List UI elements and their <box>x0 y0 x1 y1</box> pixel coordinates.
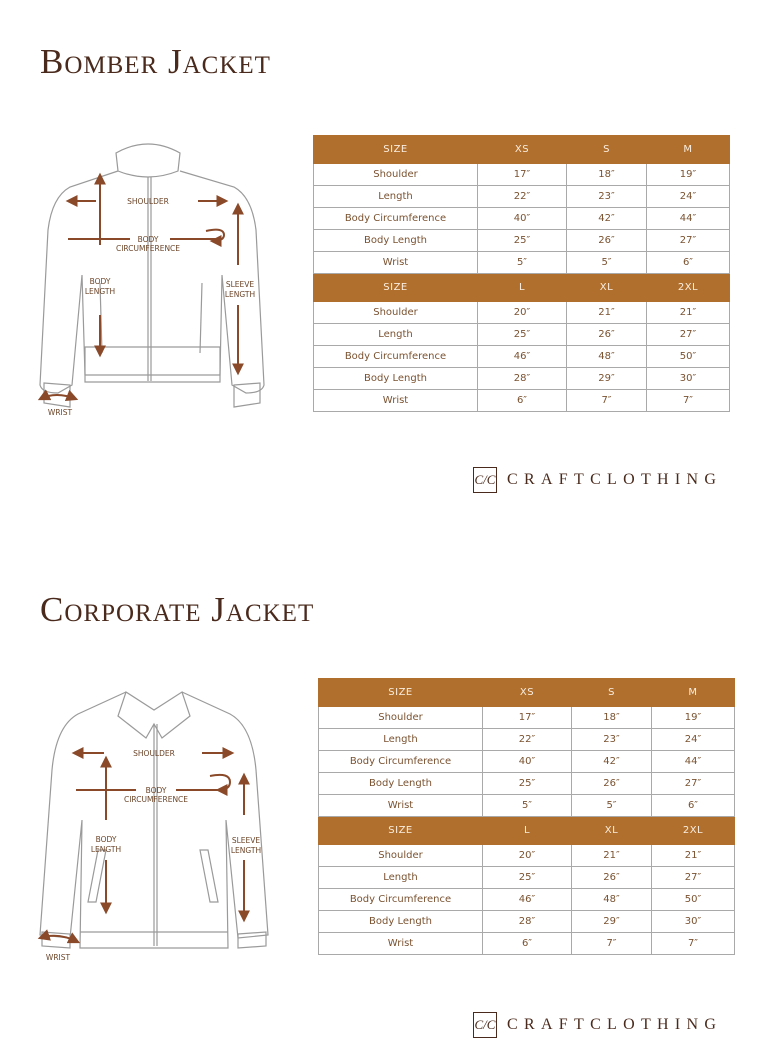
measurement-value: 26″ <box>572 867 652 889</box>
header-cell: XL <box>572 817 652 845</box>
measurement-value: 25″ <box>483 773 572 795</box>
measurement-value: 19″ <box>652 707 735 729</box>
measurement-value: 44″ <box>647 208 730 230</box>
header-cell: SIZE <box>319 679 483 707</box>
measurement-label: Wrist <box>319 933 483 955</box>
measurement-label: Body Circumference <box>314 346 478 368</box>
measurement-value: 50″ <box>647 346 730 368</box>
measurement-label: Body Length <box>319 911 483 933</box>
table-row <box>319 795 735 817</box>
measurement-value: 5″ <box>483 795 572 817</box>
measurement-value: 25″ <box>478 324 567 346</box>
measurement-value: 5″ <box>572 795 652 817</box>
measurement-value: 42″ <box>572 751 652 773</box>
table-row <box>314 368 730 390</box>
sleeve-length-label-line1: SLEEVE <box>231 836 261 845</box>
measurement-value: 27″ <box>647 230 730 252</box>
measurement-value: 29″ <box>567 368 647 390</box>
craftclothing-brand-footer <box>473 1012 722 1038</box>
measurement-value: 7″ <box>567 390 647 412</box>
craftclothing-logo: C/C <box>473 1012 497 1038</box>
measurement-label: Body Circumference <box>314 208 478 230</box>
measurement-label: Length <box>314 186 478 208</box>
measurement-value: 26″ <box>567 230 647 252</box>
table-row <box>319 773 735 795</box>
header-cell: XS <box>483 679 572 707</box>
sleeve-length-label-line2: LENGTH <box>224 290 256 299</box>
measurement-label: Body Circumference <box>319 889 483 911</box>
table-row <box>314 346 730 368</box>
bomber-jacket-outline <box>40 144 264 407</box>
table-row <box>319 751 735 773</box>
measurement-value: 46″ <box>483 889 572 911</box>
shoulder-label: SHOULDER <box>127 197 169 206</box>
measurement-label: Shoulder <box>319 845 483 867</box>
corporate-jacket-title: Corporate Jacket <box>40 590 315 629</box>
body-circumference-label-line2: CIRCUMFERENCE <box>123 795 189 804</box>
measurement-value: 30″ <box>652 911 735 933</box>
measurement-label: Body Length <box>319 773 483 795</box>
measurement-value: 26″ <box>572 773 652 795</box>
table-row <box>319 729 735 751</box>
header-cell: 2XL <box>652 817 735 845</box>
table-row <box>319 911 735 933</box>
measurement-value: 48″ <box>567 346 647 368</box>
size-header-row <box>319 817 735 845</box>
table-row <box>314 302 730 324</box>
body-length-label-line1: BODY <box>95 835 117 844</box>
table-row <box>314 186 730 208</box>
header-cell: M <box>652 679 735 707</box>
measurement-value: 48″ <box>572 889 652 911</box>
measurement-value: 6″ <box>483 933 572 955</box>
measurement-value: 17″ <box>478 164 567 186</box>
measurement-value: 25″ <box>483 867 572 889</box>
sleeve-length-label-line1: SLEEVE <box>225 280 255 289</box>
brand-name: CRAFTCLOTHING <box>507 471 723 488</box>
body-circumference-label-line2: CIRCUMFERENCE <box>115 244 181 253</box>
craftclothing-brand <box>473 467 722 493</box>
craftclothing-logo: C/C <box>473 467 497 493</box>
measurement-value: 26″ <box>567 324 647 346</box>
measurement-value: 28″ <box>478 368 567 390</box>
measurement-label: Shoulder <box>314 302 478 324</box>
measurement-value: 40″ <box>478 208 567 230</box>
table-row <box>314 324 730 346</box>
measurement-value: 6″ <box>478 390 567 412</box>
measurement-label: Body Length <box>314 230 478 252</box>
sleeve-length-label-line2: LENGTH <box>230 846 262 855</box>
measurement-value: 27″ <box>652 867 735 889</box>
size-header-row <box>319 679 735 707</box>
body-length-label-line2: LENGTH <box>90 845 122 854</box>
header-cell: SIZE <box>314 274 478 302</box>
measurement-value: 42″ <box>567 208 647 230</box>
wrist-label: WRIST <box>47 408 73 417</box>
measurement-label: Body Circumference <box>319 751 483 773</box>
measurement-value: 24″ <box>647 186 730 208</box>
header-cell: M <box>647 136 730 164</box>
measurement-label: Wrist <box>314 390 478 412</box>
brand-name: CRAFTCLOTHING <box>507 1016 723 1033</box>
measurement-value: 23″ <box>572 729 652 751</box>
measurement-value: 22″ <box>478 186 567 208</box>
measurement-value: 27″ <box>652 773 735 795</box>
measurement-value: 23″ <box>567 186 647 208</box>
bomber-jacket-diagram <box>30 135 280 425</box>
measurement-value: 46″ <box>478 346 567 368</box>
measurement-label: Length <box>314 324 478 346</box>
measurement-value: 29″ <box>572 911 652 933</box>
measurement-value: 20″ <box>478 302 567 324</box>
bomber-size-table <box>313 135 730 412</box>
table-row <box>319 707 735 729</box>
table-row <box>319 933 735 955</box>
table-row <box>319 867 735 889</box>
measurement-label: Body Length <box>314 368 478 390</box>
size-header-row <box>314 136 730 164</box>
measurement-label: Wrist <box>319 795 483 817</box>
corporate-jacket-diagram <box>30 680 280 970</box>
table-row <box>314 208 730 230</box>
body-length-label-line2: LENGTH <box>84 287 116 296</box>
corporate-jacket-outline <box>40 692 268 948</box>
measurement-value: 40″ <box>483 751 572 773</box>
header-cell: XL <box>567 274 647 302</box>
size-header-row <box>314 274 730 302</box>
header-cell: L <box>478 274 567 302</box>
measurement-value: 30″ <box>647 368 730 390</box>
measurement-value: 6″ <box>652 795 735 817</box>
measurement-value: 21″ <box>652 845 735 867</box>
table-row <box>314 164 730 186</box>
measurement-value: 20″ <box>483 845 572 867</box>
header-cell: L <box>483 817 572 845</box>
wrist-label: WRIST <box>45 953 71 962</box>
measurement-value: 18″ <box>572 707 652 729</box>
body-circumference-label-line1: BODY <box>145 786 167 795</box>
header-cell: SIZE <box>314 136 478 164</box>
measurement-value: 50″ <box>652 889 735 911</box>
shoulder-label: SHOULDER <box>133 749 175 758</box>
measurement-value: 5″ <box>567 252 647 274</box>
measurement-value: 27″ <box>647 324 730 346</box>
measurement-value: 7″ <box>652 933 735 955</box>
measurement-label: Wrist <box>314 252 478 274</box>
header-cell: XS <box>478 136 567 164</box>
measurement-value: 28″ <box>483 911 572 933</box>
table-row <box>319 845 735 867</box>
measurement-value: 18″ <box>567 164 647 186</box>
measurement-label: Length <box>319 729 483 751</box>
measurement-value: 25″ <box>478 230 567 252</box>
measurement-value: 44″ <box>652 751 735 773</box>
measurement-value: 21″ <box>647 302 730 324</box>
measurement-value: 7″ <box>647 390 730 412</box>
measurement-value: 19″ <box>647 164 730 186</box>
header-cell: SIZE <box>319 817 483 845</box>
header-cell: S <box>572 679 652 707</box>
measurement-label: Shoulder <box>314 164 478 186</box>
measurement-value: 21″ <box>572 845 652 867</box>
header-cell: S <box>567 136 647 164</box>
body-circumference-label-line1: BODY <box>137 235 159 244</box>
table-row <box>314 230 730 252</box>
measurement-label: Length <box>319 867 483 889</box>
measurement-value: 21″ <box>567 302 647 324</box>
body-length-label-line1: BODY <box>89 277 111 286</box>
measurement-value: 24″ <box>652 729 735 751</box>
measurement-value: 17″ <box>483 707 572 729</box>
bomber-jacket-title: Bomber Jacket <box>40 42 271 81</box>
table-row <box>314 390 730 412</box>
table-row <box>319 889 735 911</box>
corporate-size-table <box>318 678 735 955</box>
header-cell: 2XL <box>647 274 730 302</box>
table-row <box>314 252 730 274</box>
measurement-value: 6″ <box>647 252 730 274</box>
measurement-value: 5″ <box>478 252 567 274</box>
measurement-value: 7″ <box>572 933 652 955</box>
measurement-value: 22″ <box>483 729 572 751</box>
measurement-label: Shoulder <box>319 707 483 729</box>
